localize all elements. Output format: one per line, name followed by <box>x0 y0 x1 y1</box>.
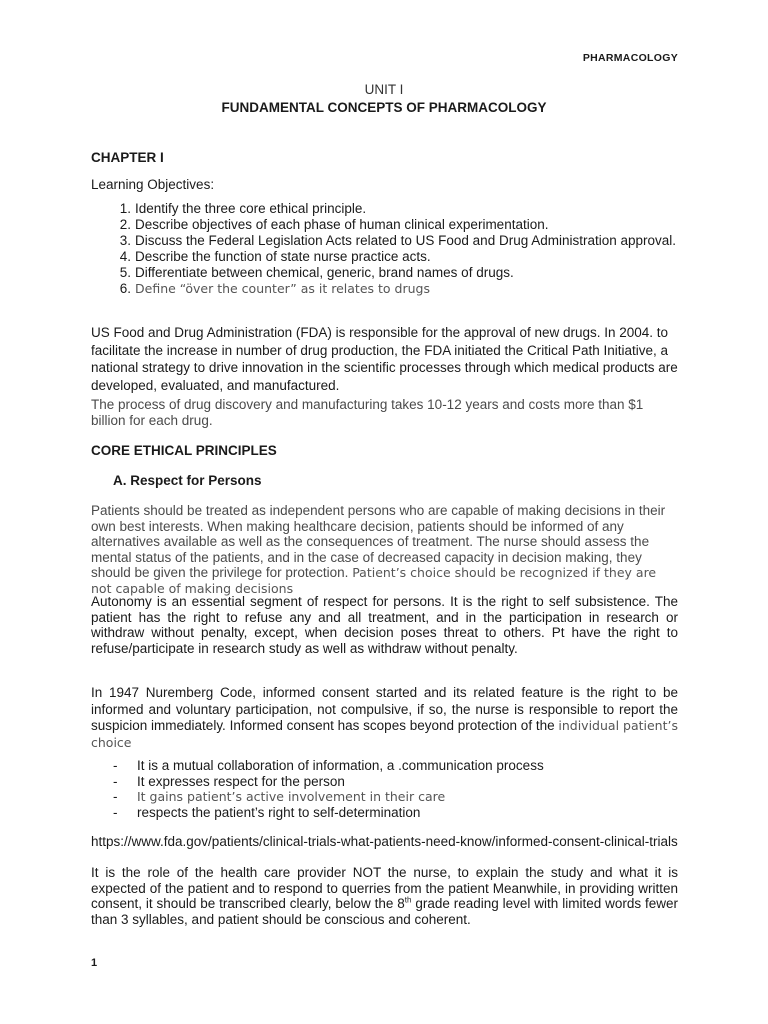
consent-points-list <box>113 758 678 820</box>
page-number: 1 <box>91 957 98 969</box>
respect-paragraph: Patients should be treated as independent persons who are capable of making decisions in their own best interests. When making healthcare decision, patients should be informed of any alternatives available as well as the consequences of treatment. The nurse should assess the mental status of the patients, and in the case of decreased capacity in decision making, they should be given the privilege for protection. Patient’s choice should be recognized if they are not capable of making decisions <box>91 503 666 596</box>
running-header: PHARMACOLOGY <box>582 52 678 64</box>
list-item: 1. Identify the three core ethical principle. <box>119 201 367 216</box>
objectives-label: Learning Objectives: <box>91 177 215 192</box>
nuremberg-paragraph: In 1947 Nuremberg Code, informed consent started and its related feature is the right to be informed and voluntary participation, not compulsive, if so, the nurse is responsible to report the suspicion immediately. Informed consent has scopes beyond protection of the individual patient’s choice <box>91 685 678 750</box>
subsection-heading: A. Respect for Persons <box>113 473 262 488</box>
list-item: 4. Describe the function of state nurse practice acts. <box>119 249 431 264</box>
role-paragraph: It is the role of the health care provider NOT the nurse, to explain the study and what it is expected of the patient and to respond to querries from the patient Meanwhile, in providing written consent, it should be transcribed clearly, below the 8th grade reading level with limited words fewer than 3 syllables, and patient should be conscious and coherent. <box>91 865 679 928</box>
chapter-title: CHAPTER I <box>91 150 164 165</box>
list-item: 3. Discuss the Federal Legislation Acts related to US Food and Drug Administration approval. <box>119 233 677 248</box>
list-item: 6. Define “över the counter” as it relates to drugs <box>119 281 430 296</box>
fda-paragraph: US Food and Drug Administration (FDA) is responsible for the approval of new drugs. In 2004. to facilitate the increase in number of drug production, the FDA initiated the Critical Path Initiative, a national strategy to drive innovation in the scientific processes through which medical products are developed, evaluated, and manufactured. <box>91 325 678 393</box>
list-item: 2. Describe objectives of each phase of human clinical experimentation. <box>119 217 549 232</box>
list-item: - It gains patient’s active involvement in their care <box>113 789 446 804</box>
cost-paragraph: The process of drug discovery and manufacturing takes 10-12 years and costs more than $1 billion for each drug. <box>91 397 644 428</box>
list-item: - It expresses respect for the person <box>113 773 345 789</box>
section-heading: CORE ETHICAL PRINCIPLES <box>91 443 277 458</box>
list-item: 5. Differentiate between chemical, generic, brand names of drugs. <box>119 265 514 280</box>
reference-link[interactable]: https://www.fda.gov/patients/clinical-trials-what-patients-need-know/informed-consent-clinical-trials <box>91 834 678 849</box>
unit-label: UNIT I <box>364 82 404 97</box>
unit-title: FUNDAMENTAL CONCEPTS OF PHARMACOLOGY <box>221 100 547 115</box>
list-item: - respects the patient’s right to self-determination <box>113 804 421 820</box>
list-item: - It is a mutual collaboration of information, a .communication process <box>113 758 544 773</box>
autonomy-paragraph: Autonomy is an essential segment of respect for persons. It is the right to self subsistence. The patient has the right to refuse any and all treatment, and in the participation in research or withdraw without penalty, except, when decision poses threat to others. Pt have the right to refuse/participate in research study as well as withdraw without penalty. <box>91 594 678 656</box>
objectives-list <box>113 201 678 297</box>
